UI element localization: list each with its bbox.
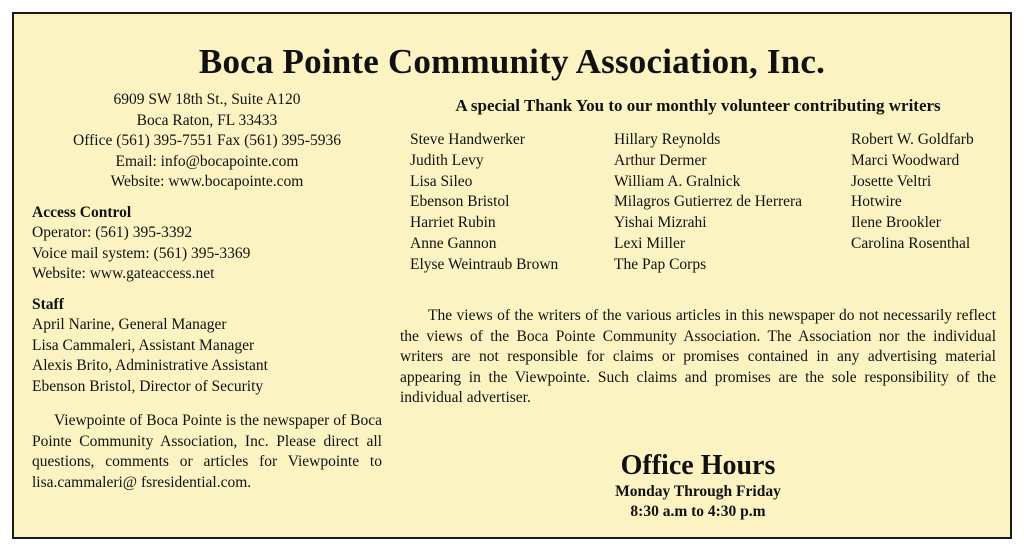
writers-col-2 <box>614 130 802 276</box>
disclaimer-text: The views of the writers of the various articles in this newspaper do not necessarily reflect the views of the Boca Pointe Community Association. The Association nor the individual writers are not responsible for claims or promises contained in any advertising material appearing in the Viewpointe. Such claims and promises are the sole responsibility of the individual advertiser. <box>400 307 996 406</box>
writer-name: Milagros Gutierrez de Herrera <box>614 193 803 211</box>
office-hours-title: Office Hours <box>620 450 776 481</box>
writer-name: Arthur Dermer <box>614 151 707 169</box>
writer-name: Elyse Weintraub Brown <box>410 255 559 273</box>
writer-name: Carolina Rosenthal <box>851 234 971 252</box>
office-website: Website: www.bocapointe.com <box>110 173 304 190</box>
office-hours-time: 8:30 a.m to 4:30 p.m <box>630 503 766 520</box>
access-control-block <box>32 223 382 285</box>
writer-name: Harriet Rubin <box>410 214 496 232</box>
writer-name: Yishai Mizrahi <box>614 214 707 232</box>
office-phone-fax: Office (561) 395-7551 Fax (561) 395-5936 <box>73 132 341 149</box>
info-panel <box>12 12 1012 539</box>
writers-col-3 <box>851 130 974 255</box>
writer-name: Ilene Brookler <box>851 214 941 232</box>
access-voicemail: Voice mail system: (561) 395-3369 <box>32 244 251 262</box>
address-line-2: Boca Raton, FL 33433 <box>136 111 278 129</box>
writers-column <box>400 96 996 520</box>
office-hours-days: Monday Through Friday <box>615 483 781 500</box>
contact-column <box>32 90 382 493</box>
address-line-1: 6909 SW 18th St., Suite A120 <box>113 91 301 108</box>
writer-name: Judith Levy <box>410 151 484 169</box>
writer-name: Hillary Reynolds <box>614 131 721 148</box>
writers-list <box>400 130 996 290</box>
office-email: Email: info@bocapointe.com <box>115 152 299 170</box>
access-website: Website: www.gateaccess.net <box>32 265 215 282</box>
writer-name: Lexi Miller <box>614 234 686 252</box>
staff-member: April Narine, General Manager <box>32 316 227 333</box>
writer-name: Marci Woodward <box>851 151 960 169</box>
writers-col-1 <box>410 130 558 276</box>
address-block <box>32 90 382 193</box>
writer-name: The Pap Corps <box>614 255 707 273</box>
office-hours <box>400 450 996 522</box>
thanks-heading: A special Thank You to our monthly volunteer contributing writers <box>455 96 941 115</box>
page-title: Boca Pointe Community Association, Inc. <box>198 42 826 81</box>
staff-heading: Staff <box>32 295 64 313</box>
viewpointe-note: Viewpointe of Boca Pointe is the newspaper of Boca Pointe Community Association, Inc. Please direct all questions, comments or articles for Viewpointe to lisa.cammaleri@ fsresidential.com. <box>32 412 382 491</box>
writer-name: Hotwire <box>851 193 902 211</box>
writer-name: Steve Handwerker <box>410 131 525 148</box>
writer-name: Josette Veltri <box>851 172 932 190</box>
staff-member: Lisa Cammaleri, Assistant Manager <box>32 336 255 354</box>
writer-name: William A. Gralnick <box>614 172 741 190</box>
access-control-heading: Access Control <box>32 203 132 221</box>
staff-member: Ebenson Bristol, Director of Security <box>32 377 264 395</box>
writer-name: Ebenson Bristol <box>410 193 510 211</box>
access-operator: Operator: (561) 395-3392 <box>32 224 193 241</box>
writer-name: Robert W. Goldfarb <box>851 131 974 148</box>
writer-name: Anne Gannon <box>410 234 497 252</box>
staff-member: Alexis Brito, Administrative Assistant <box>32 357 268 374</box>
writer-name: Lisa Sileo <box>410 172 473 190</box>
staff-list <box>32 315 382 397</box>
